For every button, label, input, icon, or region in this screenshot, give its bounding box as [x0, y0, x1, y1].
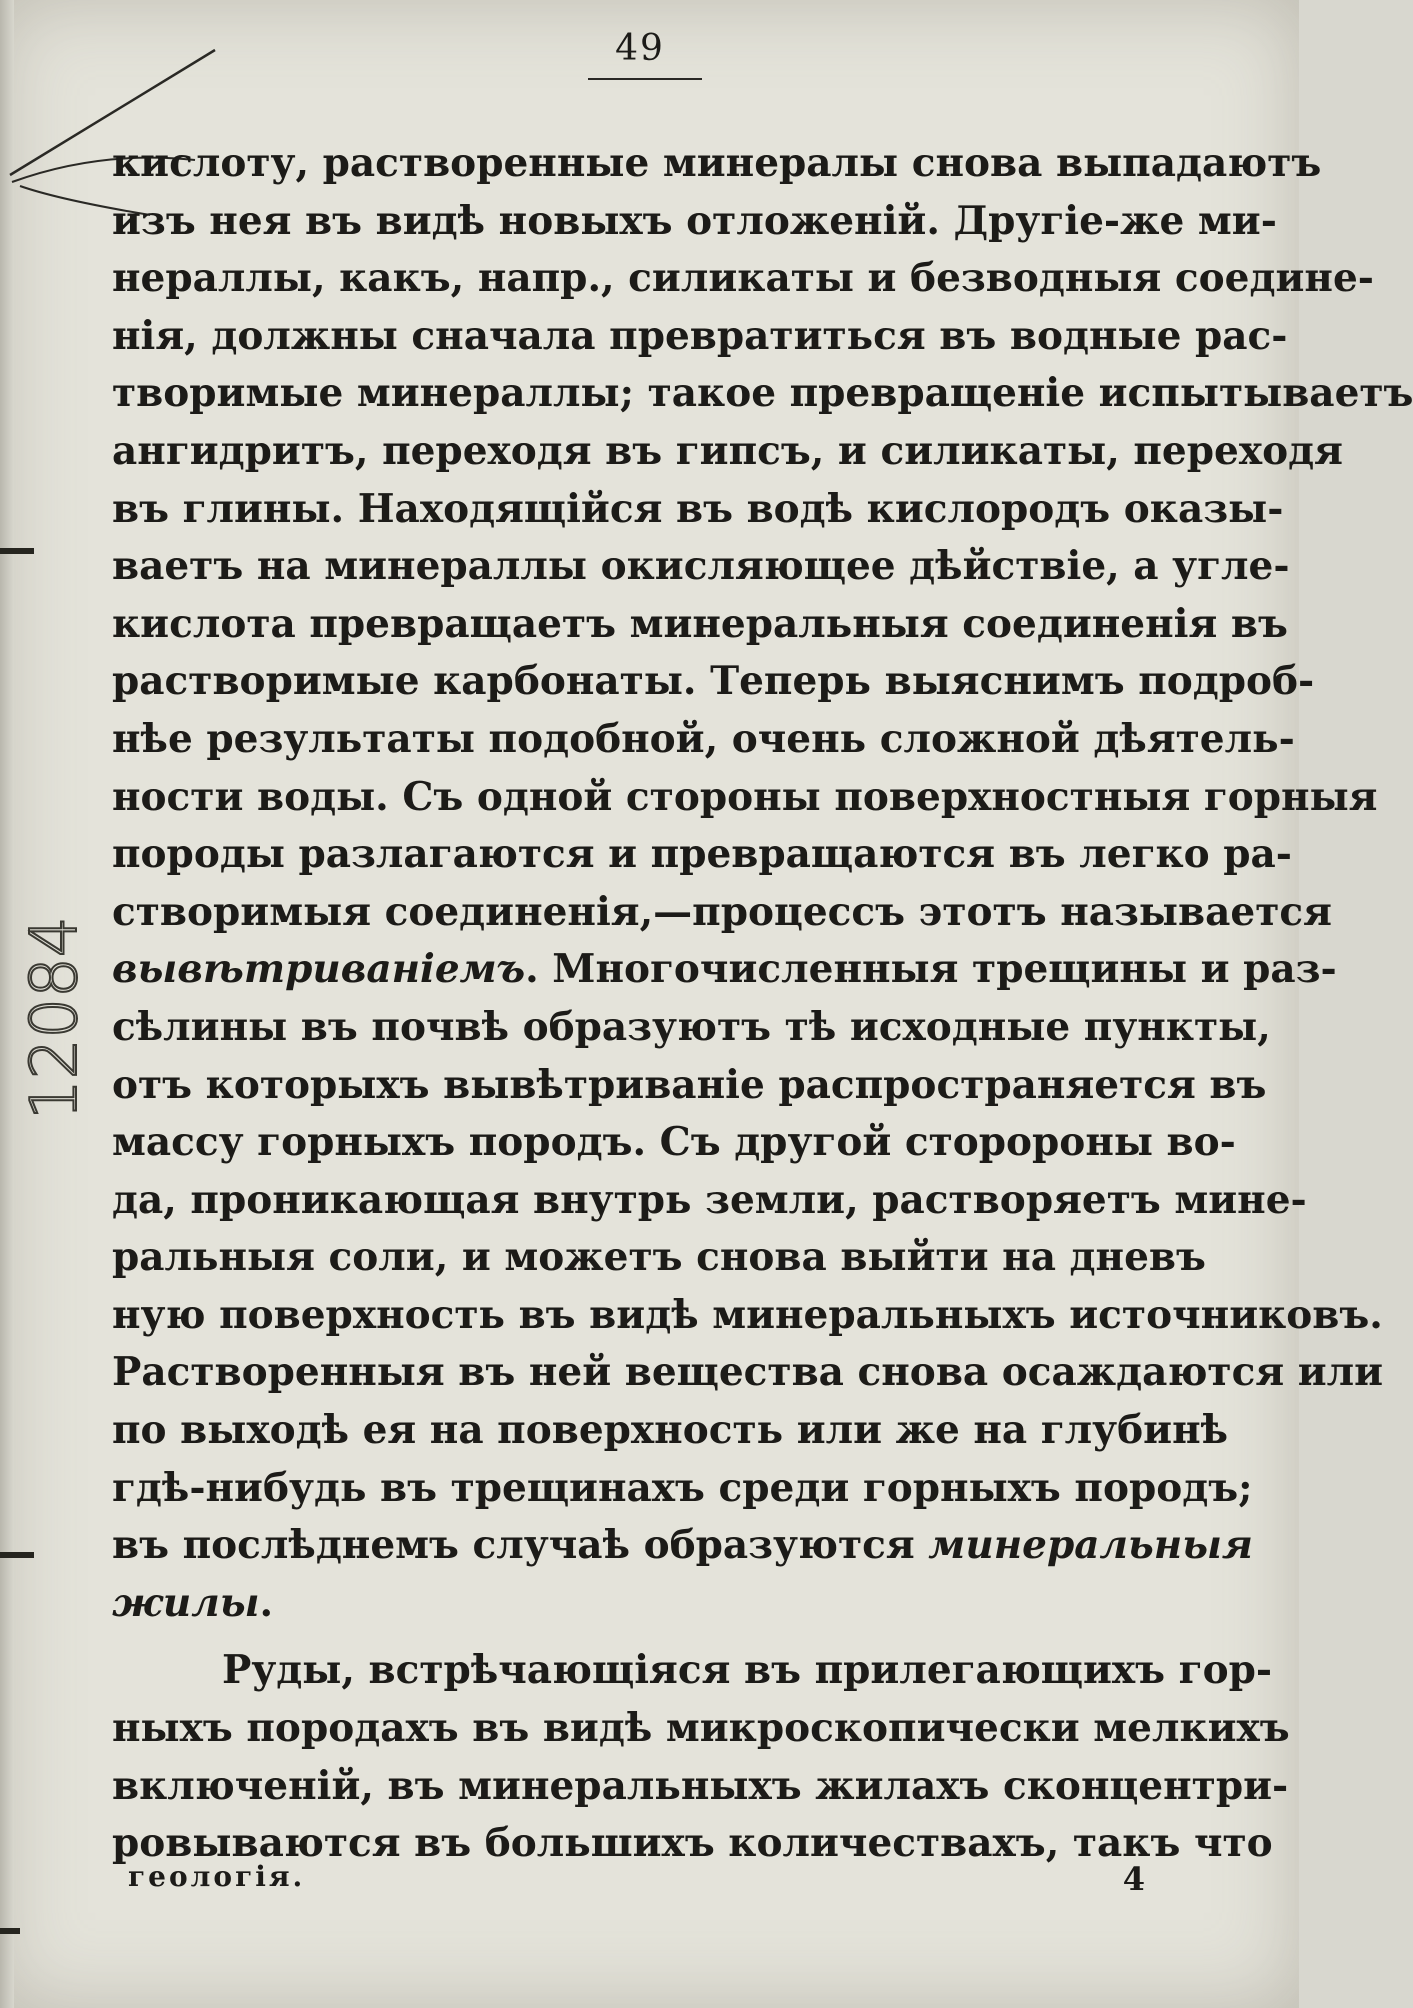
body-text — [112, 135, 1413, 1873]
margin-tick-mark — [0, 1552, 34, 1558]
text-line: включенiй, въ минеральныхъ жилахъ сконцентри- — [112, 1762, 1289, 1809]
text-line — [112, 1517, 1253, 1575]
text-line: ности воды. Съ одной стороны поверхностныя горныя — [112, 773, 1378, 820]
text-line: гдѣ-нибудь въ трещинахъ среди горныхъ породъ; — [112, 1464, 1253, 1511]
footer-sheet-number: 4 — [1122, 1860, 1148, 1898]
footer-signature: геологiя. — [128, 1860, 306, 1893]
text-line: ныхъ породахъ въ видѣ микроскопически мелкихъ — [112, 1705, 1290, 1752]
text-line: створимыя соединенiя,—процессъ этотъ называется — [112, 888, 1332, 935]
text-line: нiя, должны сначала превратиться въ водные рас- — [112, 312, 1288, 359]
italic-term: вывѣтриванiемъ — [112, 946, 526, 993]
text-line — [112, 941, 1337, 999]
italic-term: жилы — [112, 1579, 260, 1626]
svg-text:12084: 12084 — [18, 916, 92, 1120]
text-line: кислоту, растворенные минералы снова выпадаютъ — [112, 140, 1322, 186]
margin-tick-mark — [0, 1928, 20, 1934]
text-line: ангидритъ, переходя въ гипсъ, и силикаты, переходя — [112, 427, 1343, 474]
paragraph-first-line: Руды, встрѣчающiяся въ прилегающихъ гор- — [222, 1647, 1273, 1694]
text-line-rest: . Многочисленныя трещины и раз- — [525, 946, 1337, 993]
page-binding-edge — [0, 0, 14, 2008]
text-line: кислота превращаетъ минеральныя соединенiя въ — [112, 600, 1288, 647]
margin-tick-mark — [0, 548, 34, 554]
text-line-rest: . — [259, 1579, 274, 1626]
handwritten-inventory-number — [18, 830, 98, 1130]
text-line: нѣе результаты подобной, очень сложной дѣятель- — [112, 715, 1295, 762]
text-line: растворимые карбонаты. Теперь выяснимъ подроб- — [112, 658, 1315, 705]
text-line: да, проникающая внутрь земли, растворяетъ мине- — [112, 1176, 1307, 1223]
text-line-plain: въ послѣднемъ случаѣ образуются — [112, 1522, 929, 1569]
text-line: ровываются въ большихъ количествахъ, такъ что — [112, 1820, 1273, 1867]
text-line: по выходѣ ея на поверхность или же на глубинѣ — [112, 1407, 1229, 1454]
text-line — [112, 1575, 1174, 1633]
text-line: въ глины. Находящiйся въ водѣ кислородъ оказы- — [112, 485, 1284, 532]
text-line: массу горныхъ породъ. Съ другой сторороны во- — [112, 1119, 1236, 1166]
page-number-rule — [588, 78, 702, 80]
italic-term: минеральныя — [928, 1522, 1253, 1569]
text-line: нераллы, какъ, напр., силикаты и безводныя соедине- — [112, 255, 1374, 302]
text-line: ральныя соли, и можетъ снова выйти на дневъ — [112, 1234, 1206, 1281]
text-line: ваетъ на минераллы окисляющее дѣйствiе, а угле- — [112, 543, 1290, 590]
text-line: творимые минераллы; такое превращенiе испытываетъ — [112, 370, 1413, 417]
text-line: Растворенныя въ ней вещества снова осаждаются или — [112, 1349, 1384, 1396]
text-line: породы разлагаются и превращаются въ легко ра- — [112, 831, 1292, 878]
page-number: 49 — [615, 28, 665, 69]
text-line: ную поверхность въ видѣ минеральныхъ источниковъ. — [112, 1291, 1383, 1338]
text-line: сѣлины въ почвѣ образуютъ тѣ исходные пункты, — [112, 1003, 1271, 1050]
text-line: изъ нея въ видѣ новыхъ отложенiй. Другiе-же ми- — [112, 197, 1277, 244]
text-line: отъ которыхъ вывѣтриванiе распространяется въ — [112, 1061, 1267, 1108]
